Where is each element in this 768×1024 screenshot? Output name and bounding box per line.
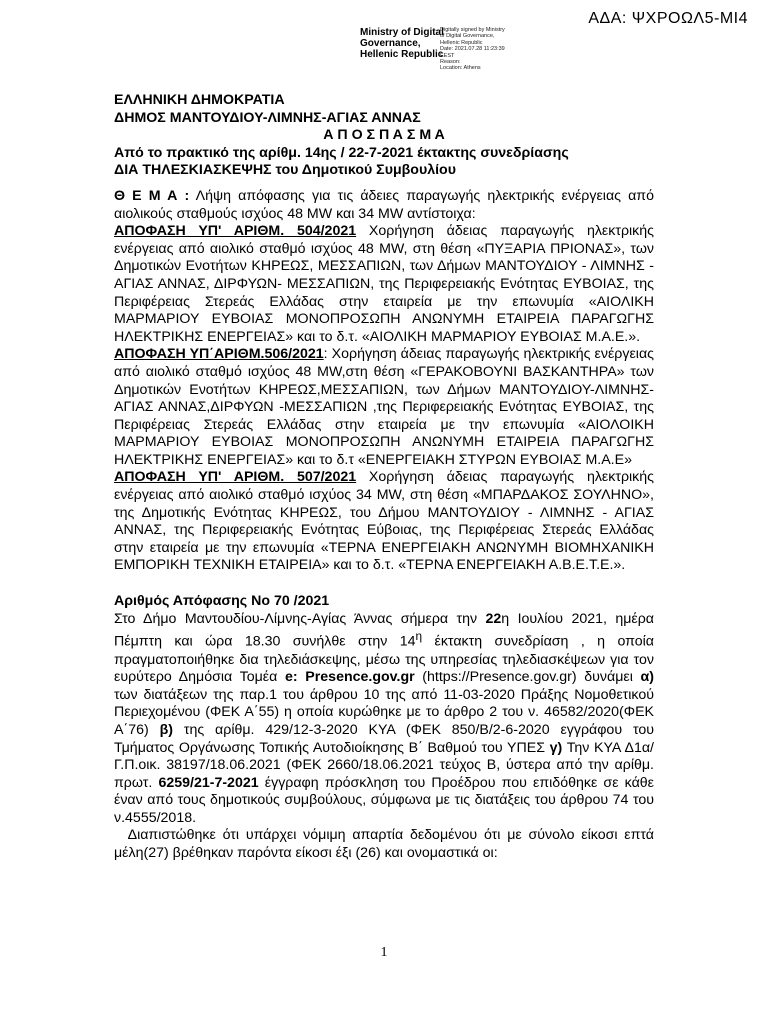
- decision-number: Αριθμός Απόφασης Νο 70 /2021: [114, 593, 330, 610]
- meeting-paragraph: [114, 611, 654, 828]
- body-text: (https://Presence.gov.gr) δυνάμει: [414, 669, 641, 686]
- body-text: η Ιουλίου 2021, ημέρα Πέμπτη και ώρα 18.30 συνήλθε στην 14: [114, 610, 655, 650]
- signature-detail-line: Reason:: [440, 59, 461, 66]
- body-bold: α): [640, 669, 654, 686]
- signature-title-line: Governance,: [360, 38, 421, 49]
- body-text: έγγραφη πρόσκληση του Προέδρου που επιδόθηκε σε κάθε έναν από τους δημοτικούς συμβούλους, σύμφωνα με τις διατάξεις του άρθρου 74 του ν.4555/2018.: [114, 774, 654, 826]
- signature-title-line: Hellenic Republic: [360, 49, 444, 60]
- signature-detail-line: EEST: [440, 52, 455, 59]
- body-bold: γ): [549, 739, 563, 756]
- signature-details: [440, 27, 530, 72]
- signature-title: [360, 27, 445, 60]
- decision-label: ΑΠΟΦΑΣΗ ΥΠ΄ΑΡΙΘΜ.506/2021: [114, 346, 324, 363]
- body-text: της αρίθμ. 429/12-3-2020 ΚΥΑ (ΦΕΚ 850/Β/2-6-2020 εγγράφου του Τμήματος Οργάνωσης Τοπικής Αυτοδιοίκησης Β΄ Βαθμού του ΥΠΕΣ: [114, 721, 655, 756]
- page-number: 1: [380, 945, 388, 960]
- decision-label: ΑΠΟΦΑΣΗ ΥΠ' ΑΡΙΘΜ. 507/2021: [114, 469, 357, 486]
- decision-504: [114, 223, 654, 346]
- decision-text: Χορήγηση άδειας παραγωγής ηλεκτρικής ενέργειας από αιολικό σταθμό ισχύος 34 MW, στη θέση «ΜΠΑΡΔΑΚΟΣ ΣΟΥΛΗΝΟ», της Δημοτικής Ενότητας ΚΗΡΕΩΣ, του Δήμου ΜΑΝΤΟΥΔΙΟΥ - ΛΙΜΝΗΣ - ΑΓΙΑΣ ΑΝΝΑΣ, της Περιφερειακής Ενότητας Εύβοιας, της Περιφέρειας Στερεάς Ελλάδας στην εταιρεία με την επωνυμία «ΤΕΡΝΑ ΕΝΕΡΓΕΙΑΚΗ ΑΝΩΝΥΜΗ ΒΙΟΜΗΧΑΝΙΚΗ ΕΜΠΟΡΙΚΗ ΤΕΧΝΙΚΗ ΕΤΑΙΡΕΙΑ» και το δ.τ. «ΤΕΡΝΑ ΕΝΕΡΓΕΙΑΚΗ Α.Β.Ε.Τ.Ε.».: [114, 469, 654, 574]
- document-body: [114, 92, 658, 863]
- teleconference-heading: ΔΙΑ ΤΗΛΕΣΚΙΑΣΚΕΨΗΣ του Δημοτικού Συμβουλίου: [114, 162, 456, 179]
- signature-title-line: Ministry of Digital: [360, 27, 444, 38]
- body-sup: η: [415, 629, 423, 644]
- signature-detail-line: Date: 2021.07.28 11:23:39: [440, 46, 505, 53]
- extract-heading: Α Π Ο Σ Π Α Σ Μ Α: [323, 127, 445, 144]
- signature-detail-line: Hellenic Republic: [440, 39, 483, 46]
- body-text: έκτακτη συνεδρίαση , η οποία πραγματοποιήθηκε δια τηλεδιάσκεψης, μέσω της υπηρεσίας τηλεδιασκέψεων για τον ευρύτερο Δημόσια Τομέα: [114, 633, 654, 686]
- decision-507: [114, 469, 654, 575]
- body-bold: 6259/21-7-2021: [158, 774, 259, 791]
- subject-paragraph: [114, 188, 654, 223]
- body-text: των διατάξεων της παρ.1 του άρθρου 10 της από 11-03-2020 Πράξης Νομοθετικού Περιεχομένου (ΦΕΚ Α΄55) η οποία κυρώθηκε με το άρθρο 2 του ν. 46582/2020(ΦΕΚ Α΄76): [114, 686, 654, 738]
- decision-text: : Χορήγηση άδειας παραγωγής ηλεκτρικής ενέργειας από αιολικό σταθμό ισχύος 48 MW,στη θέση «ΓΕΡΑΚΟΒΟΥΝΙ ΒΑΣΚΑΝΤΗΡΑ» των Δημοτικών Ενοτήτων ΚΗΡΕΩΣ,ΜΕΣΣΑΠΙΩΝ, των Δήμων ΜΑΝΤΟΥΔΙΟΥ-ΛΙΜΝΗΣ-ΑΓΙΑΣ ΑΝΝΑΣ,ΔΙΡΦΥΩΝ -ΜΕΣΣΑΠΙΩΝ ,της Περιφερειακής Ενότητας ΕΥΒΟΙΑΣ, της Περιφέρειας Στερεάς Ελλάδας στην εταιρεία με την επωνυμία «ΑΙΟΛΟΙΚΗ ΜΑΡΜΑΡΙΟΥ ΕΥΒΟΙΑΣ ΜΟΝΟΠΡΟΣΩΠΗ ΑΝΩΝΥΜΗ ΕΤΑΙΡΕΙΑ ΠΑΡΑΓΩΓΗΣ ΗΛΕΚΤΡΙΚΗΣ ΕΝΕΡΓΕΙΑΣ» και το δ.τ «ΕΝΕΡΓΕΙΑΚΗ ΣΤΥΡΩΝ ΕΥΒΟΙΑΣ Μ.Α.Ε»: [114, 346, 654, 468]
- subject-label: Θ Ε Μ Α :: [114, 187, 190, 204]
- decision-label: ΑΠΟΦΑΣΗ ΥΠ' ΑΡΙΘΜ. 504/2021: [114, 223, 357, 240]
- body-text: Στο Δήμο Μαντουδίου-Λίμνης-Αγίας Άννας σήμερα την: [114, 610, 486, 627]
- body-bold: 22: [485, 610, 502, 627]
- signature-detail-line: Digitally signed by Ministry: [440, 27, 505, 33]
- body-bold: e: Presence.gov.gr: [285, 669, 415, 686]
- municipality-heading: ΔΗΜΟΣ ΜΑΝΤΟΥΔΙΟΥ-ΛΙΜΝΗΣ-ΑΓΙΑΣ ΑΝΝΑΣ: [114, 109, 421, 126]
- body-text: Την ΚΥΑ Δ1α/Γ.Π.οικ. 38197/18.06.2021 (ΦΕΚ 2660/18.06.2021 τεύχος Β, ύστερα από την αρίθμ. πρωτ.: [114, 739, 654, 791]
- ada-code: ΑΔΑ: ΨΧΡΟΩΛ5-ΜΙ4: [588, 10, 748, 27]
- decision-506: [114, 346, 654, 469]
- republic-heading: ΕΛΛΗΝΙΚΗ ΔΗΜΟΚΡΑΤΙΑ: [114, 92, 285, 108]
- body-bold: β): [159, 721, 173, 738]
- minutes-heading: Από το πρακτικό της αρίθμ. 14ης / 22-7-2021 έκτακτης συνεδρίασης: [114, 144, 569, 161]
- signature-detail-line: Location: Athens: [440, 65, 481, 72]
- signature-detail-line: of Digital Governance,: [440, 33, 495, 40]
- quorum-paragraph: Διαπιστώθηκε ότι υπάρχει νόμιμη απαρτία δεδομένου ότι με σύνολο είκοσι επτά μέλη(27) βρέθηκαν παρόντα είκοσι έξι (26) και ονομαστικά οι:: [114, 827, 658, 862]
- decision-text: Χορήγηση άδειας παραγωγής ηλεκτρικής ενέργειας από αιολικό σταθμό ισχύος 48 MW, στη θέση «ΠΥΞΑΡΙΑ ΠΡΙΟΝΑΣ», των Δημοτικών Ενοτήτων ΚΗΡΕΩΣ, ΜΕΣΣΑΠΙΩΝ, των Δήμων ΜΑΝΤΟΥΔΙΟΥ - ΛΙΜΝΗΣ - ΑΓΙΑΣ ΑΝΝΑΣ, ΔΙΡΦΥΩΝ- ΜΕΣΣΑΠΙΩΝ, της Περιφερειακής Ενότητας ΕΥΒΟΙΑΣ, της Περιφέρειας Στερεάς Ελλάδας στην εταιρεία με την επωνυμία «ΑΙΟΛΙΚΗ ΜΑΡΜΑΡΙΟΥ ΕΥΒΟΙΑΣ ΜΟΝΟΠΡΟΣΩΠΗ ΑΝΩΝΥΜΗ ΕΤΑΙΡΕΙΑ ΠΑΡΑΓΩΓΗΣ ΗΛΕΚΤΡΙΚΗΣ ΕΝΕΡΓΕΙΑΣ» και το δ.τ. «ΑΙΟΛΙΚΗ ΜΑΡΜΑΡΙΟΥ ΕΥΒΟΙΑΣ Μ.Α.Ε.».: [114, 223, 654, 345]
- subject-text: Λήψη απόφασης για τις άδειες παραγωγής ηλεκτρικής ενέργειας από αιολικούς σταθμούς ισχύος 48 MW και 34 MW αντίστοιχα:: [114, 187, 654, 222]
